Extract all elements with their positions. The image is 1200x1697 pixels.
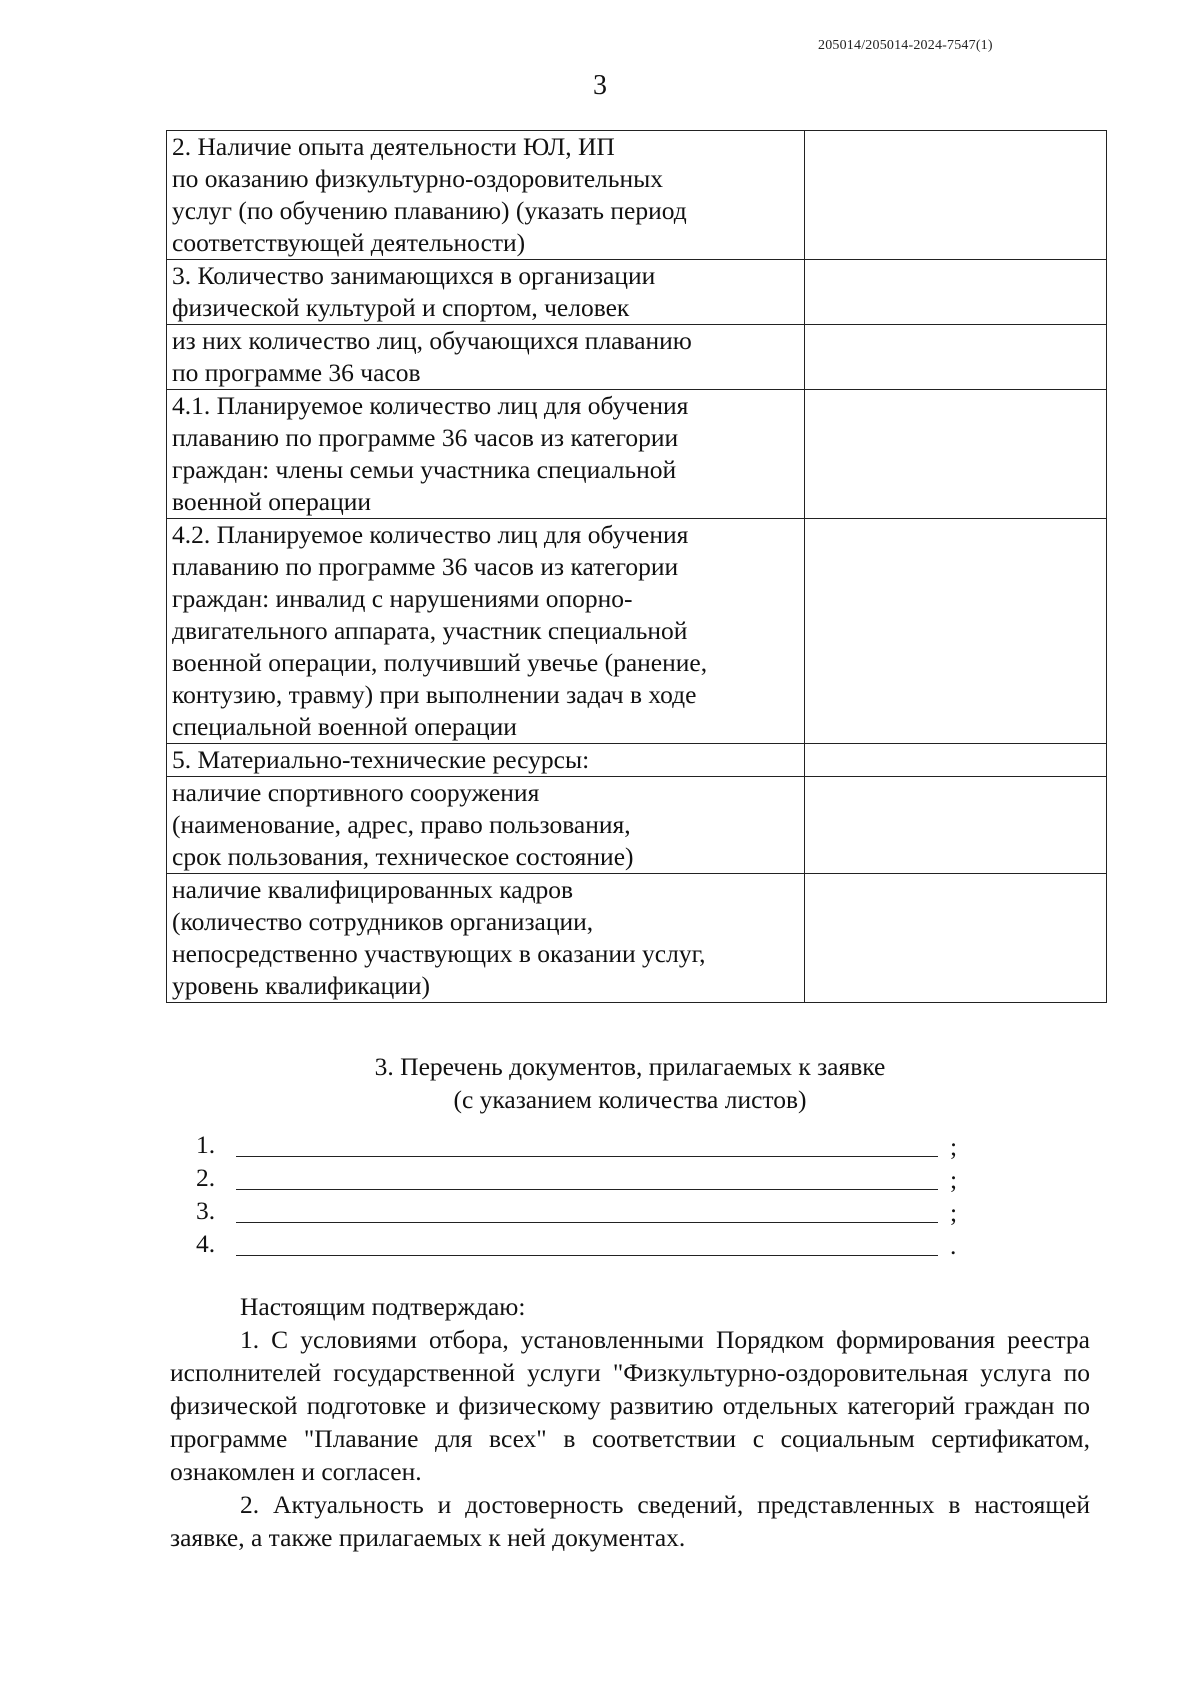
row-value-planned-family-members[interactable]: [805, 390, 1107, 519]
list-item: [196, 1163, 976, 1196]
document-line-end: ;: [950, 1165, 958, 1194]
list-item: [196, 1196, 976, 1229]
row-label-experience: 2. Наличие опыта деятельности ЮЛ, ИП по оказанию физкультурно-оздоровительных услуг (по обучению плаванию) (указать период соответствующей деятельности): [167, 131, 805, 260]
confirmation-section: [170, 1290, 1090, 1554]
document-number: 2.: [196, 1163, 216, 1192]
confirmation-item-conditions: 1. С условиями отбора, установленными Порядком формирования реестра исполнителей государственной услуги "Физкультурно-оздоровительная услуга по физической подготовке и физическому развитию отдельных категорий граждан по программе "Плавание для всех" в соответствии с социальным сертификатом, ознакомлен и согласен.: [170, 1325, 1090, 1486]
row-value-swimming-learners[interactable]: [805, 325, 1107, 390]
table-row: [167, 874, 1107, 1003]
row-label-planned-family-members: 4.1. Планируемое количество лиц для обучения плаванию по программе 36 часов из категории граждан: члены семьи участника специальной военной операции: [167, 390, 805, 519]
row-value-experience[interactable]: [805, 131, 1107, 260]
document-number: 4.: [196, 1229, 216, 1258]
document-blank-line[interactable]: [236, 1189, 938, 1190]
document-line-end: .: [950, 1231, 957, 1260]
document-line-end: ;: [950, 1132, 958, 1161]
documents-section-heading: [140, 1050, 1120, 1116]
table-row: [167, 777, 1107, 874]
table-row: [167, 390, 1107, 519]
confirmation-item-accuracy: 2. Актуальность и достоверность сведений, представленных в настоящей заявке, а также прилагаемых к ней документах.: [170, 1490, 1090, 1552]
documents-section-subtitle: (с указанием количества листов): [453, 1085, 807, 1114]
row-label-material-resources: 5. Материально-технические ресурсы:: [167, 744, 805, 777]
document-blank-line[interactable]: [236, 1156, 938, 1157]
table-row: [167, 325, 1107, 390]
document-blank-line[interactable]: [236, 1255, 938, 1256]
row-label-sports-facility: наличие спортивного сооружения (наименование, адрес, право пользования, срок пользования, техническое состояние): [167, 777, 805, 874]
document-blank-line[interactable]: [236, 1222, 938, 1223]
row-value-planned-disabled-participants[interactable]: [805, 519, 1107, 744]
table-row: [167, 131, 1107, 260]
row-label-participants-count: 3. Количество занимающихся в организации физической культурой и спортом, человек: [167, 260, 805, 325]
row-label-swimming-learners: из них количество лиц, обучающихся плаванию по программе 36 часов: [167, 325, 805, 390]
page-number: 3: [593, 70, 607, 101]
document-number: 1.: [196, 1130, 216, 1159]
application-form-table: [166, 130, 1107, 1003]
confirmation-intro: Настоящим подтверждаю:: [240, 1292, 526, 1321]
row-label-qualified-staff: наличие квалифицированных кадров (количество сотрудников организации, непосредственно участвующих в оказании услуг, уровень квалификации): [167, 874, 805, 1003]
list-item: [196, 1229, 976, 1262]
table-row: [167, 260, 1107, 325]
table-row: [167, 519, 1107, 744]
row-value-material-resources[interactable]: [805, 744, 1107, 777]
row-value-participants-count[interactable]: [805, 260, 1107, 325]
attached-documents-list: [196, 1130, 976, 1262]
table-row: [167, 744, 1107, 777]
document-number: 3.: [196, 1196, 216, 1225]
documents-section-title: 3. Перечень документов, прилагаемых к заявке: [374, 1052, 886, 1081]
row-label-planned-disabled-participants: 4.2. Планируемое количество лиц для обучения плаванию по программе 36 часов из категории граждан: инвалид с нарушениями опорно- двигательного аппарата, участник специальной военной операции, получивший увечье (ранение, контузию, травму) при выполнении задач в ходе специальной военной операции: [167, 519, 805, 744]
row-value-sports-facility[interactable]: [805, 777, 1107, 874]
document-line-end: ;: [950, 1198, 958, 1227]
row-value-qualified-staff[interactable]: [805, 874, 1107, 1003]
document-registration-number: 205014/205014-2024-7547(1): [818, 38, 993, 53]
list-item: [196, 1130, 976, 1163]
